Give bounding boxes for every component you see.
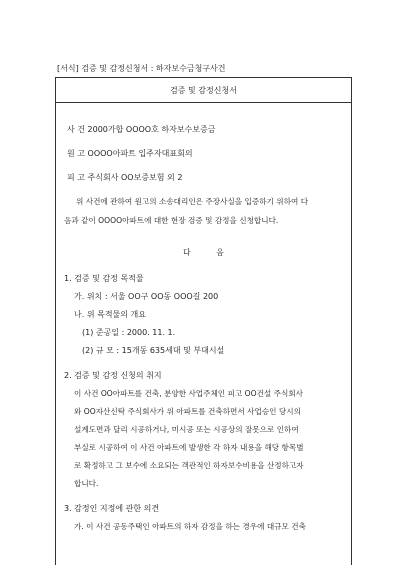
section-3-title: 3. 감정인 지정에 관한 의견 <box>64 504 160 513</box>
intro-line-1: 위 사건에 관하여 원고의 소송대리인은 주장사실을 입증하기 위하여 다 <box>76 197 309 206</box>
section-2-title: 2. 검증 및 감정 신청의 취지 <box>64 371 162 380</box>
section-1-overview: 나. 위 목적물의 개요 <box>74 310 146 319</box>
section-1-scale: (2) 규 모 : 15개동 635세대 및 부대시설 <box>82 346 225 355</box>
plaintiff-line: 원 고 OOOO아파트 입주자대표회의 <box>67 149 193 158</box>
section-1-title: 1. 검증 및 감정 목적물 <box>64 274 144 283</box>
section-1-completion: (1) 준공일 : 2000. 11. 1. <box>82 328 176 337</box>
da-eum-heading: 다 음 <box>183 248 224 257</box>
intro-line-2: 음과 같이 OOOO아파트에 대한 현장 검증 및 감정을 신청합니다. <box>64 216 279 225</box>
section-2-line-5: 로 확정하고 그 보수에 소요되는 객관적인 하자보수비용을 산정하고자 <box>74 461 304 470</box>
section-2-line-4: 부실로 시공하여 이 사건 아파트에 발생한 각 하자 내용을 해당 항목별 <box>74 443 304 452</box>
section-2-line-2: 와 OO자산신탁 주식회사가 위 아파트를 건축하면서 사업승인 당시의 <box>74 407 301 416</box>
title-divider <box>55 102 352 103</box>
section-2-line-6: 합니다. <box>74 479 99 488</box>
form-label: [서식] 검증 및 감정신청서 : 하자보수금청구사건 <box>57 64 226 73</box>
section-2-line-1: 이 사건 OO아파트를 건축, 분양한 사업주체인 피고 OO건설 주식회사 <box>74 389 304 398</box>
section-3-item-a: 가. 이 사건 공동주택인 아파트의 하자 감정을 하는 경우에 대규모 건축 <box>74 522 306 531</box>
case-line: 사 건 2000가합 OOOO호 하자보수보증금 <box>67 125 216 134</box>
section-2-line-3: 설계도면과 달리 시공하거나, 미시공 또는 시공상의 잘못으로 인하여 <box>74 425 299 434</box>
defendant-line: 피 고 주식회사 OO보증보험 외 2 <box>67 173 183 182</box>
section-1-location: 가. 위치 : 서울 OO구 OO동 OOO길 200 <box>74 292 219 301</box>
document-title: 검증 및 감정신청서 <box>170 86 237 95</box>
